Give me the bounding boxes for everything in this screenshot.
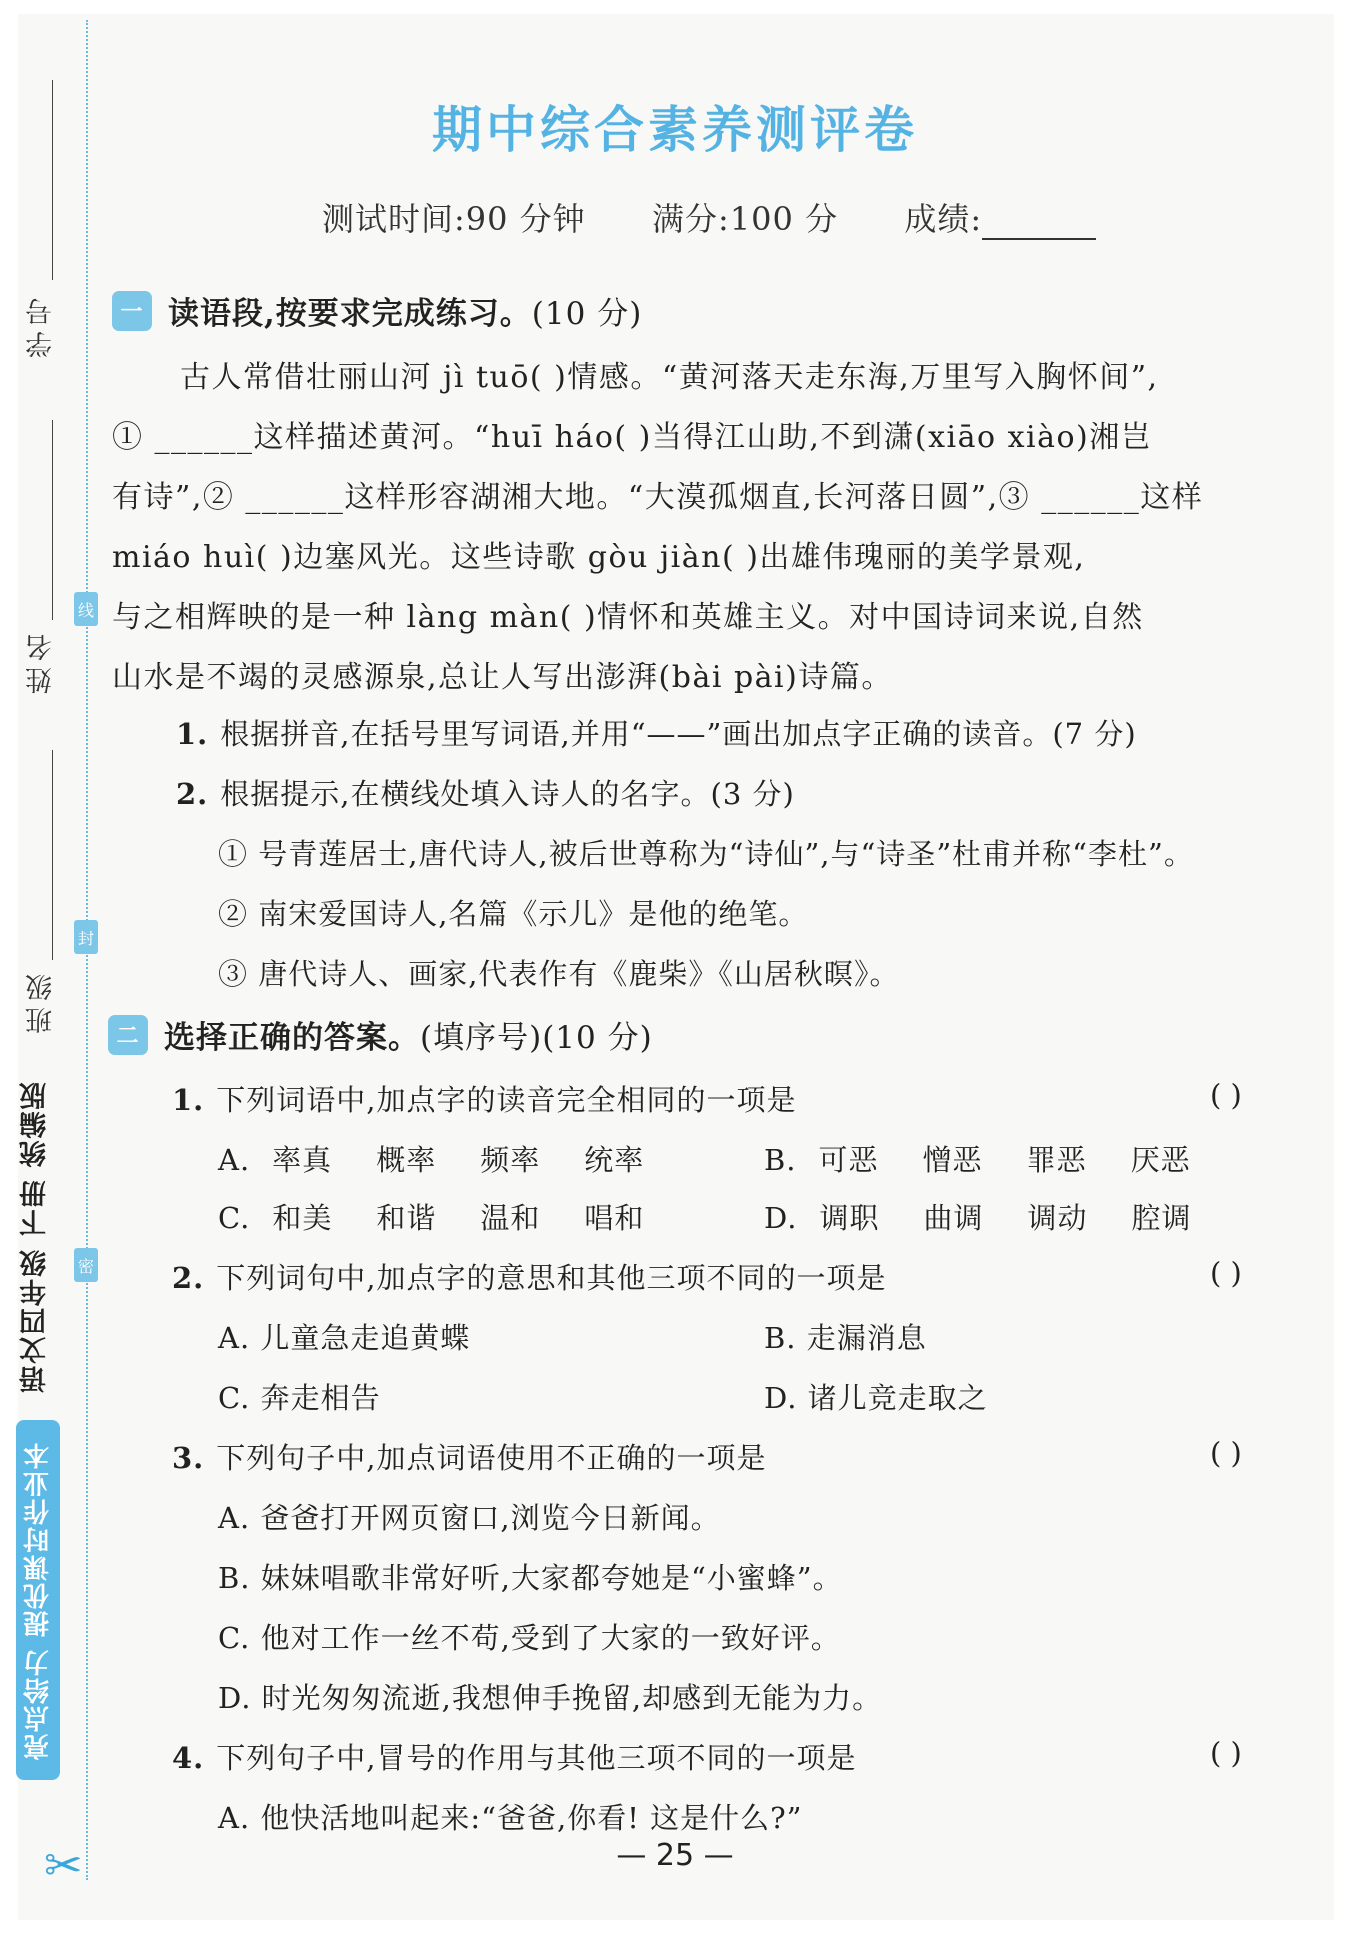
option-word: 罪恶 bbox=[1026, 1143, 1087, 1177]
class-blank bbox=[52, 750, 53, 960]
page-title: 期中综合素养测评卷 bbox=[432, 100, 918, 159]
passage-line: ① ______这样描述黄河。“huī háo( )当得江山助,不到潇(xiāo xiào)湘岂 bbox=[112, 420, 1153, 455]
question-2-1 bbox=[172, 1078, 797, 1119]
hint-line: ② 南宋爱国诗人,名篇《示儿》是他的绝笔。 bbox=[218, 897, 809, 931]
question-2-3 bbox=[172, 1436, 767, 1477]
option-a bbox=[218, 1138, 666, 1179]
question-text: 下列句子中,冒号的作用与其他三项不同的一项是 bbox=[216, 1741, 857, 1775]
option-word: 调动 bbox=[1027, 1201, 1088, 1235]
question-text: 根据提示,在横线处填入诗人的名字。(3 分) bbox=[220, 777, 795, 811]
option-c: C. 他对工作一丝不苟,受到了大家的一致好评。 bbox=[218, 1621, 841, 1655]
option-a: A. 儿童急走追黄蝶 bbox=[218, 1321, 471, 1355]
option-word: 统率 bbox=[584, 1143, 645, 1177]
question-text: 下列句子中,加点词语使用不正确的一项是 bbox=[216, 1441, 767, 1475]
seal-mark-feng: 封 bbox=[74, 920, 98, 954]
option-word: 温和 bbox=[480, 1201, 541, 1235]
question-number: 1. bbox=[172, 1083, 205, 1117]
series-label: 语文四年级 下册 统编版 bbox=[20, 1080, 51, 1393]
section-points: (填序号)(10 分) bbox=[420, 1020, 653, 1056]
option-word: 憎恶 bbox=[922, 1143, 983, 1177]
option-label: D. bbox=[764, 1201, 798, 1235]
option-c: C. 奔走相告 bbox=[218, 1381, 381, 1415]
option-a: A. 爸爸打开网页窗口,浏览今日新闻。 bbox=[218, 1501, 721, 1535]
option-word: 和美 bbox=[272, 1201, 333, 1235]
answer-paren[interactable]: ( ) bbox=[1210, 1436, 1242, 1470]
exam-meta bbox=[322, 194, 1096, 240]
option-b: B. 走漏消息 bbox=[764, 1321, 927, 1355]
answer-paren[interactable]: ( ) bbox=[1210, 1078, 1242, 1112]
section-1-header bbox=[112, 288, 642, 333]
passage-line: 古人常借壮丽山河 jì tuō( )情感。“黄河落天走东海,万里写入胸怀间”, bbox=[180, 360, 1159, 395]
question-number: 2. bbox=[172, 1261, 205, 1295]
option-b: B. 妹妹唱歌非常好听,大家都夸她是“小蜜蜂”。 bbox=[218, 1561, 843, 1595]
question-2-4 bbox=[172, 1736, 857, 1777]
name-blank bbox=[52, 420, 53, 620]
passage-line: miáo huì( )边塞风光。这些诗歌 gòu jiàn( )出雄伟瑰丽的美学景观, bbox=[112, 540, 1086, 575]
question-number: 2. bbox=[176, 777, 209, 811]
option-label: A. bbox=[218, 1143, 251, 1177]
score-label: 成绩: bbox=[904, 200, 983, 238]
question-text: 下列词语中,加点字的读音完全相同的一项是 bbox=[216, 1083, 797, 1117]
option-word: 调职 bbox=[819, 1201, 880, 1235]
option-c bbox=[218, 1196, 666, 1237]
question-1-2 bbox=[176, 772, 795, 813]
option-label: B. bbox=[764, 1143, 797, 1177]
option-word: 曲调 bbox=[923, 1201, 984, 1235]
scissors-icon: ✂ bbox=[44, 1838, 83, 1892]
time-label: 测试时间:90 分钟 bbox=[322, 200, 586, 238]
question-number: 1. bbox=[176, 717, 209, 751]
option-b bbox=[764, 1138, 1213, 1179]
question-text: 下列词句中,加点字的意思和其他三项不同的一项是 bbox=[216, 1261, 887, 1295]
question-number: 3. bbox=[172, 1441, 205, 1475]
student-id-label: 学号 bbox=[26, 292, 57, 358]
option-word: 和谐 bbox=[376, 1201, 437, 1235]
option-label: C. bbox=[218, 1201, 251, 1235]
option-d bbox=[764, 1196, 1214, 1237]
name-label: 姓名 bbox=[26, 628, 57, 694]
seal-mark-mi: 密 bbox=[74, 1248, 98, 1282]
brand-label: 亮点给力 提优课时作业本 bbox=[16, 1420, 60, 1780]
question-number: 4. bbox=[172, 1741, 205, 1775]
section-title: 读语段,按要求完成练习。 bbox=[168, 296, 532, 332]
section-points: (10 分) bbox=[531, 296, 643, 332]
option-word: 频率 bbox=[480, 1143, 541, 1177]
option-a: A. 他快活地叫起来:“爸爸,你看! 这是什么?” bbox=[218, 1801, 803, 1835]
option-word: 率真 bbox=[272, 1143, 333, 1177]
option-word: 唱和 bbox=[584, 1201, 645, 1235]
option-word: 概率 bbox=[376, 1143, 437, 1177]
passage-line: 与之相辉映的是一种 làng màn( )情怀和英雄主义。对中国诗词来说,自然 bbox=[112, 600, 1144, 635]
section-number: 一 bbox=[112, 291, 152, 331]
hint-line: ① 号青莲居士,唐代诗人,被后世尊称为“诗仙”,与“诗圣”杜甫并称“李杜”。 bbox=[218, 837, 1194, 871]
option-d: D. 诸儿竞走取之 bbox=[764, 1381, 988, 1415]
passage-line: 山水是不竭的灵感源泉,总让人写出澎湃(bài pài)诗篇。 bbox=[112, 660, 893, 695]
section-2-header bbox=[108, 1012, 653, 1057]
page-number: — 25 — bbox=[616, 1838, 734, 1873]
section-number: 二 bbox=[108, 1015, 148, 1055]
answer-paren[interactable]: ( ) bbox=[1210, 1256, 1242, 1290]
score-blank[interactable] bbox=[982, 208, 1096, 240]
answer-paren[interactable]: ( ) bbox=[1210, 1736, 1242, 1770]
seal-mark-xian: 线 bbox=[74, 592, 98, 626]
hint-line: ③ 唐代诗人、画家,代表作有《鹿柴》《山居秋暝》。 bbox=[218, 957, 900, 991]
question-2-2 bbox=[172, 1256, 887, 1297]
section-title: 选择正确的答案。 bbox=[164, 1020, 420, 1056]
passage-line: 有诗”,② ______这样形容湖湘大地。“大漠孤烟直,长河落日圆”,③ ______这样 bbox=[112, 480, 1204, 515]
option-d: D. 时光匆匆流逝,我想伸手挽留,却感到无能为力。 bbox=[218, 1681, 883, 1715]
option-word: 可恶 bbox=[818, 1143, 879, 1177]
question-1-1 bbox=[176, 712, 1137, 753]
full-score: 满分:100 分 bbox=[652, 200, 839, 238]
question-text: 根据拼音,在括号里写词语,并用“——”画出加点字正确的读音。(7 分) bbox=[220, 717, 1137, 751]
class-label: 班级 bbox=[26, 968, 57, 1034]
option-word: 腔调 bbox=[1131, 1201, 1192, 1235]
option-word: 厌恶 bbox=[1130, 1143, 1191, 1177]
